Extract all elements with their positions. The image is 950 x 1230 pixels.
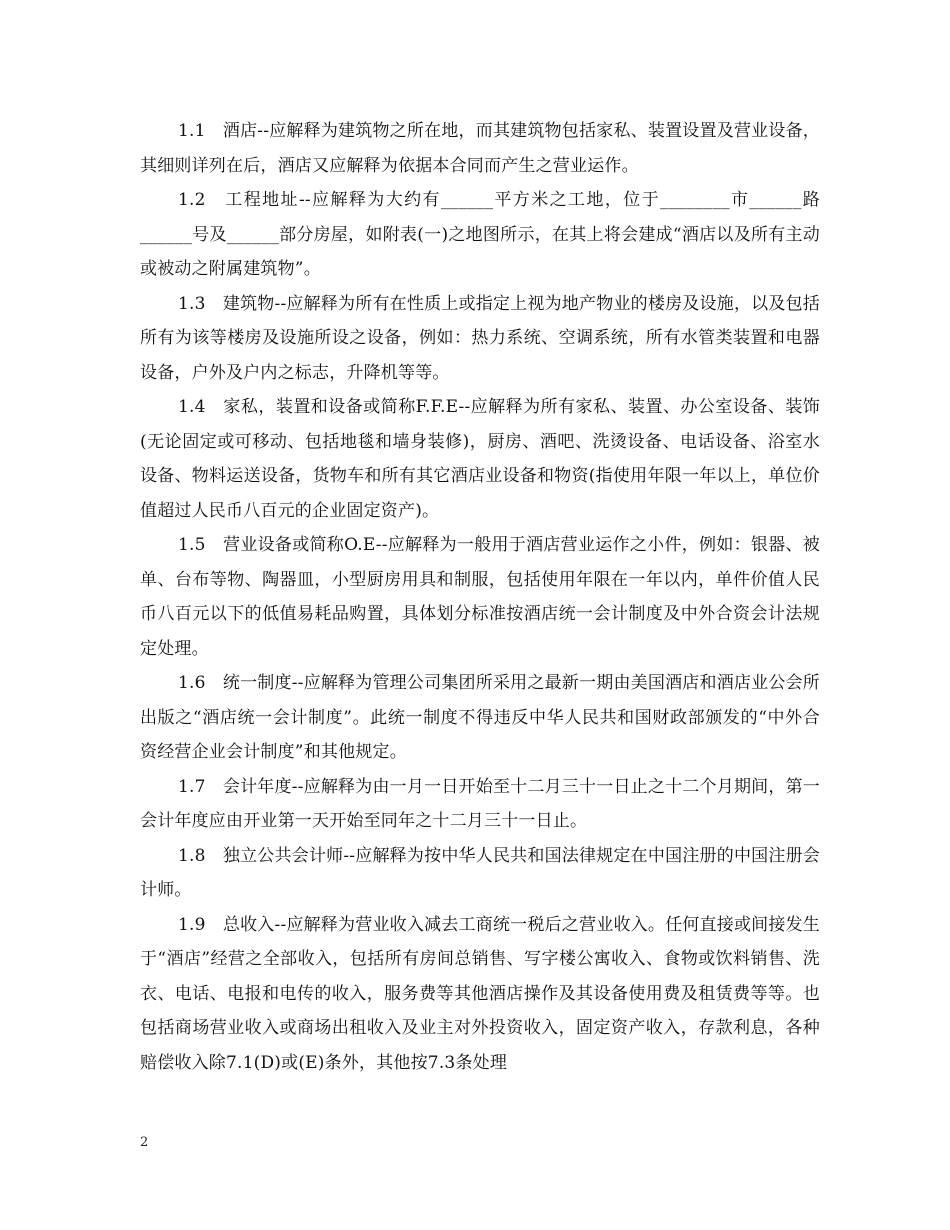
paragraph-1-8: 1.8 独立公共会计师--应解释为按中华人民共和国法律规定在中国注册的中国注册会计师。 <box>140 845 820 900</box>
paragraph-1-9: 1.9 总收入--应解释为营业收入减去工商统一税后之营业收入。任何直接或间接发生于“酒店”经营之全部收入，包括所有房间总销售、写字楼公寓收入、食物或饮料销售、洗衣、电话、电报和电传的收入，服务费等其他酒店操作及其设备使用费及租赁费等等。也包括商场营业收入或商场出租收入及业主对外投资收入，固定资产收入，存款利息，各种赔偿收入除7.1(D)或(E)条外，其他按7.3条处理 <box>140 914 820 1073</box>
paragraph-1-4: 1.4 家私，装置和设备或简称F.F.E--应解释为所有家私、装置、办公室设备、装饰(无论固定或可移动、包括地毯和墙身装修)，厨房、酒吧、洗烫设备、电话设备、浴室水设备、物料运送设备，货物车和所有其它酒店业设备和物资(指使用年限一年以上，单位价值超过人民币八百元的企业固定资产)。 <box>140 397 820 521</box>
paragraph-1-3: 1.3 建筑物--应解释为所有在性质上或指定上视为地产物业的楼房及设施，以及包括所有为该等楼房及设施所设之设备，例如：热力系统、空调系统，所有水管类装置和电器设备，户外及户内之标志，升降机等等。 <box>140 293 820 383</box>
paragraph-1-7: 1.7 会计年度--应解释为由一月一日开始至十二月三十一日止之十二个月期间，第一会计年度应由开业第一天开始至同年之十二月三十一日止。 <box>140 776 820 831</box>
page-number: 2 <box>140 1135 149 1150</box>
paragraph-1-6: 1.6 统一制度--应解释为管理公司集团所采用之最新一期由美国酒店和酒店业公会所出版之“酒店统一会计制度”。此统一制度不得违反中华人民共和国财政部颁发的“中外合资经营企业会计制度”和其他规定。 <box>140 673 820 762</box>
document-body <box>140 114 820 1080</box>
paragraph-1-1: 1.1 酒店--应解释为建筑物之所在地，而其建筑物包括家私、装置设置及营业设备，其细则详列在后，酒店又应解释为依据本合同而产生之营业运作。 <box>140 121 820 176</box>
paragraph-1-2: 1.2 工程地址--应解释为大约有______平方米之工地，位于________市______路______号及______部分房屋，如附表(一)之地图所示，在其上将会建成“酒店以及所有主动或被动之附属建筑物”。 <box>140 190 820 279</box>
paragraph-1-5: 1.5 营业设备或简称O.E--应解释为一般用于酒店营业运作之小件，例如：银器、被单、台布等物、陶器皿，小型厨房用具和制服，包括使用年限在一年以内，单件价值人民币八百元以下的低值易耗品购置，具体划分标准按酒店统一会计制度及中外合资会计法规定处理。 <box>140 535 820 659</box>
